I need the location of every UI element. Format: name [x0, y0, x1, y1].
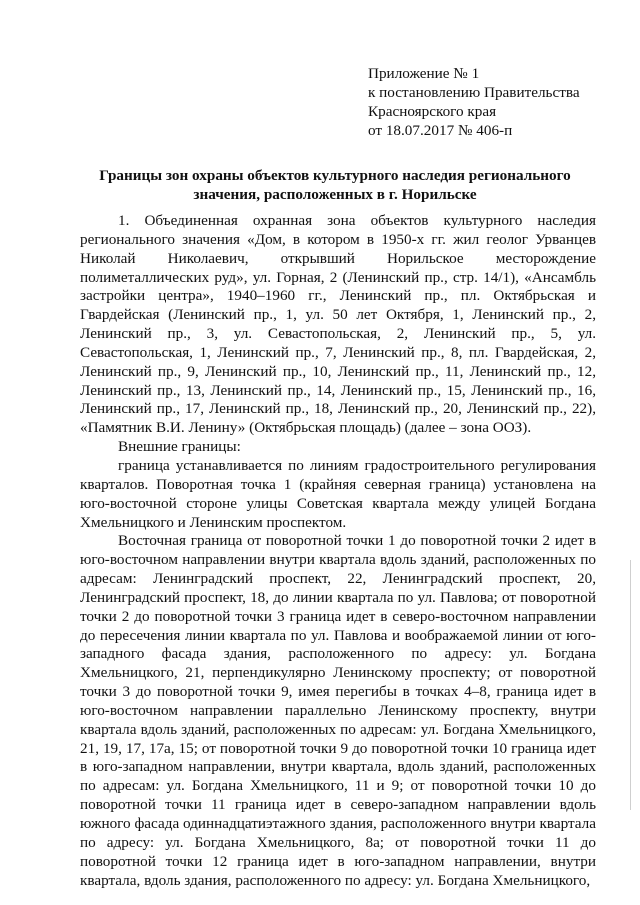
appendix-region: Красноярского края — [368, 103, 497, 120]
document-body — [80, 212, 596, 890]
appendix-number: Приложение № 1 — [368, 65, 480, 82]
paragraph-zone-description: 1. Объединенная охранная зона объектов культурного наследия регионального значения «Дом, в котором в 1950-х гг. жил геолог Урванцев Николай Николаевич, открывший Норильское месторождение полиметаллических руд», ул. Горная, 2 (Ленинский пр., стр. 14/1), «Ансамбль застройки центра», 1940–1960 гг., Ленинский пр., пл. Октябрьская и Гвардейская (Ленинский пр., 1, ул. 50 лет Октября, 1, Ленинский пр., 2, Ленинский пр., 3, ул. Севастопольская, 2, Ленинский пр., 5, ул. Севастопольская, 1, Ленинский пр., 7, Ленинский пр., 8, пл. Гвардейская, 2, Ленинский пр., 9, Ленинский пр., 10, Ленинский пр., 11, Ленинский пр., 12, Ленинский пр., 13, Ленинский пр., 14, Ленинский пр., 15, Ленинский пр., 16, Ленинский пр., 17, Ленинский пр., 18, Ленинский пр., 20, Ленинский пр., 22), «Памятник В.И. Ленину» (Октябрьская площадь) (далее – зона ООЗ). — [80, 212, 596, 437]
scan-edge-line — [630, 560, 631, 810]
appendix-resolution-ref: к постановлению Правительства — [368, 84, 580, 101]
appendix-header — [368, 64, 580, 140]
appendix-date-number: от 18.07.2017 № 406-п — [368, 122, 513, 139]
document-title: Границы зон охраны объектов культурного наследия регионального значения, расположенных в г. Норильске — [99, 167, 571, 203]
paragraph-outer-borders-heading: Внешние границы: — [118, 438, 241, 456]
paragraph-eastern-border: Восточная граница от поворотной точки 1 до поворотной точки 2 идет в юго-восточном направлении внутри квартала вдоль зданий, расположенных по адресам: Ленинградский проспект, 22, Ленинградский проспект, 20, Ленинградский проспект, 18, до линии квартала по ул. Павлова; от поворотной точки 2 до поворотной точки 3 граница идет в северо-восточном направлении до пересечения линии квартала по ул. Павлова и воображаемой линии от юго-западного фасада здания, расположенного по адресу: ул. Богдана Хмельницкого, 21, перпендикулярно Ленинскому проспекту; от поворотной точки 3 до поворотной точки 9, имея перегибы в точках 4–8, граница идет в юго-восточном направлении параллельно Ленинскому проспекту, внутри квартала вдоль зданий, расположенных по адресам: ул. Богдана Хмельницкого, 21, 19, 17, 17а, 15; от поворотной точки 9 до поворотной точки 10 граница идет в юго-западном направлении, внутри квартала, вдоль зданий, расположенных по адресам: ул. Богдана Хмельницкого, 11 и 9; от поворотной точки 10 до поворотной точки 11 граница идет в северо-западном направлении вдоль южного фасада одиннадцатиэтажного здания, расположенного внутри квартала по адресу: ул. Богдана Хмельницкого, 8а; от поворотной точки 11 до поворотной точки 12 граница идет в юго-западном направлении, внутри квартала, вдоль здания, расположенного по адресу: ул. Богдана Хмельницкого, — [80, 532, 596, 889]
paragraph-border-definition: граница устанавливается по линиям градостроительного регулирования кварталов. Поворотная точка 1 (крайняя северная граница) установлена на юго-восточной стороне улицы Советская квартала между улицей Богдана Хмельницкого и Ленинским проспектом. — [80, 456, 596, 531]
